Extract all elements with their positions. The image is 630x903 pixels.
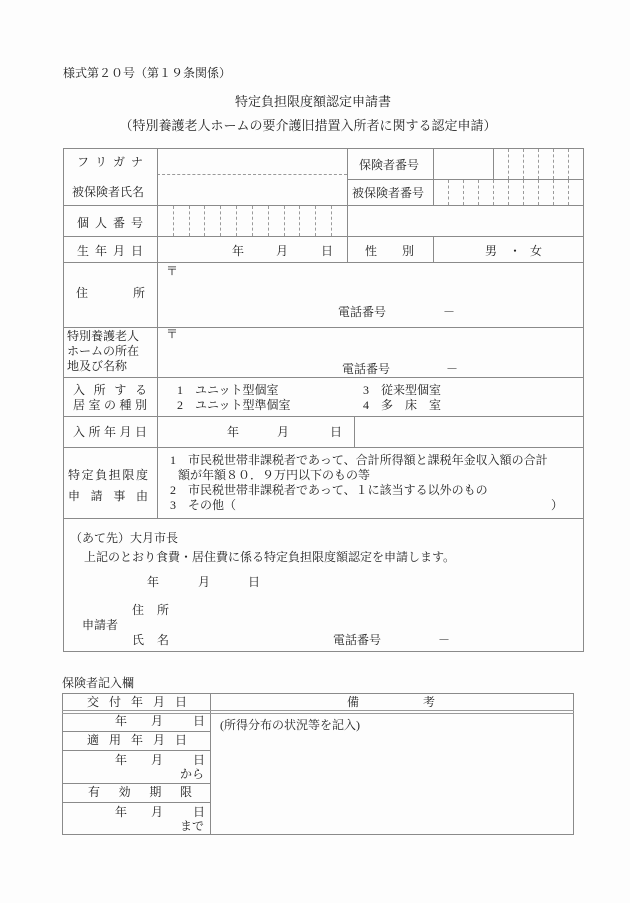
facility-label-line: ホームの所在 (67, 344, 140, 358)
admission-date-day: 日 (330, 425, 343, 439)
row-divider (63, 236, 584, 237)
digit-cell[interactable] (158, 206, 174, 236)
applicant-phone-dash: － (438, 633, 451, 647)
declaration-date-day: 日 (248, 575, 261, 589)
digit-cell[interactable] (253, 206, 269, 236)
remarks-note: (所得分布の状況等を記入) (220, 718, 360, 732)
digit-cell[interactable] (190, 206, 206, 236)
digit-cell[interactable] (316, 206, 332, 236)
remarks-field[interactable] (211, 713, 573, 834)
column-divider (354, 416, 355, 447)
reason-label-line: 申 請 事 由 (68, 489, 148, 503)
address-phone-dash: － (443, 305, 456, 319)
issue-date-day: 日 (193, 714, 206, 728)
postal-mark-icon: 〒 (166, 264, 179, 278)
address-phone-label: 電話番号 (338, 305, 387, 319)
sex-option-female[interactable]: 女 (530, 244, 543, 258)
validity-date-year: 年 (115, 805, 128, 819)
insured-name-label: 被保険者氏名 (72, 185, 145, 199)
remarks-label-first: 備 (347, 695, 360, 709)
furigana-field[interactable] (158, 149, 346, 173)
my-number-field[interactable] (158, 206, 347, 236)
digit-cell[interactable] (539, 149, 554, 179)
issue-date-month: 月 (151, 714, 164, 728)
declaration-date-year: 年 (147, 575, 160, 589)
applicant-address-label-second: 所 (157, 603, 170, 617)
issue-date-year: 年 (115, 714, 128, 728)
row-divider (62, 802, 210, 803)
my-number-label: 個 人 番 号 (77, 216, 143, 230)
apply-date-label: 適 用 年 月 日 (87, 733, 187, 747)
apply-date-month: 月 (151, 753, 164, 767)
birthdate-month: 月 (276, 244, 289, 258)
reason-label-line: 特定負担限度 (68, 468, 148, 482)
sex-label-second: 別 (402, 244, 415, 258)
insurer-number-label: 保険者番号 (359, 158, 420, 172)
row-divider (63, 447, 584, 448)
birthdate-day: 日 (321, 244, 334, 258)
row-divider (62, 731, 210, 732)
digit-cell[interactable] (524, 180, 539, 205)
room-type-label-line: 居 室 の 種 別 (73, 398, 147, 412)
insured-number-field[interactable] (434, 180, 583, 205)
postal-mark-icon: 〒 (166, 327, 179, 341)
row-divider (63, 518, 584, 519)
digit-cell[interactable] (285, 206, 301, 236)
digit-cell[interactable] (494, 180, 509, 205)
row-divider (62, 750, 210, 751)
remarks-label-second: 考 (423, 695, 436, 709)
applicant-label: 申請者 (82, 618, 119, 632)
digit-cell[interactable] (174, 206, 190, 236)
applicant-entry-field[interactable] (175, 598, 575, 648)
digit-cell[interactable] (449, 180, 464, 205)
declaration-statement: 上記のとおり食費・居住費に係る特定負担限度額認定を申請します。 (84, 550, 456, 564)
admission-date-field[interactable] (158, 417, 354, 447)
reason-option-3[interactable]: 3 その他（ (170, 498, 237, 512)
digit-cell[interactable] (509, 149, 524, 179)
room-type-option[interactable]: 3 従来型個室 (363, 383, 442, 397)
form-title: 特定負担限度額認定申請書 (234, 94, 391, 109)
digit-cell[interactable] (509, 180, 524, 205)
row-divider (63, 377, 584, 378)
digit-cell[interactable] (269, 206, 285, 236)
form-number: 様式第２０号（第１９条関係） (63, 66, 232, 80)
issue-date-label: 交 付 年 月 日 (87, 695, 187, 709)
reason-option-1-continued: 額が年額８０．９万円以下のもの等 (178, 468, 371, 482)
room-type-option[interactable]: 4 多 床 室 (363, 398, 442, 412)
facility-label-line: 特別養護老人 (67, 329, 140, 343)
validity-date-month: 月 (151, 805, 164, 819)
address-label-second: 所 (133, 286, 146, 300)
admission-date-label: 入 所 年 月 日 (73, 425, 147, 439)
sex-label-first: 性 (365, 244, 378, 258)
digit-cell[interactable] (554, 180, 569, 205)
digit-cell[interactable] (524, 149, 539, 179)
column-divider (433, 236, 434, 262)
reason-other-close-paren: ） (551, 498, 564, 512)
validity-date-suffix: まで (180, 819, 205, 833)
digit-cell[interactable] (205, 206, 221, 236)
row-divider (62, 783, 210, 784)
insured-number-label: 被保険者番号 (352, 186, 425, 200)
reason-option-1[interactable]: 1 市民税世帯非課税者であって、合計所得額と課税年金収入額の合計 (170, 453, 548, 467)
admission-date-month: 月 (277, 425, 290, 439)
furigana-label: フ リ ガ ナ (77, 155, 143, 169)
facility-phone-dash: － (446, 362, 459, 376)
digit-cell[interactable] (479, 180, 494, 205)
addressee: （あて先）大月市長 (70, 531, 179, 545)
digit-cell[interactable] (464, 180, 479, 205)
digit-cell[interactable] (554, 149, 569, 179)
facility-phone-label: 電話番号 (342, 362, 391, 376)
facility-label-line: 地及び名称 (67, 359, 128, 373)
digit-cell[interactable] (300, 206, 316, 236)
validity-date-day: 日 (193, 805, 206, 819)
sex-option-male[interactable]: 男 (485, 244, 498, 258)
validity-label: 有 効 期 限 (88, 785, 192, 799)
digit-cell[interactable] (237, 206, 253, 236)
applicant-name-label-second: 名 (157, 633, 170, 647)
digit-cell[interactable] (539, 180, 554, 205)
room-type-label-line: 入 所 す る (73, 383, 147, 397)
applicant-phone-label: 電話番号 (333, 633, 382, 647)
address-label-first: 住 (76, 286, 89, 300)
birthdate-year: 年 (232, 244, 245, 258)
digit-cell[interactable] (221, 206, 237, 236)
form-subtitle: （特別養護老人ホームの要介護旧措置入所者に関する認定申請） (119, 118, 497, 133)
digit-cell[interactable] (569, 180, 583, 205)
admission-date-year: 年 (227, 425, 240, 439)
reason-option-2[interactable]: 2 市民税世帯非課税者であって、１に該当する以外のもの (170, 483, 488, 497)
digit-cell[interactable] (332, 206, 347, 236)
column-divider (347, 148, 348, 262)
digit-cell[interactable] (569, 149, 583, 179)
sex-option-separator: ・ (509, 244, 522, 258)
digit-cell[interactable] (434, 180, 449, 205)
insurer-section-title: 保険者記入欄 (62, 676, 135, 690)
apply-date-year: 年 (115, 753, 128, 767)
birthdate-label: 生 年 月 日 (77, 244, 143, 258)
room-type-option[interactable]: 1 ユニット型個室 (177, 383, 279, 397)
apply-date-day: 日 (193, 753, 206, 767)
insurer-number-field[interactable] (494, 149, 583, 179)
digit-cell[interactable] (494, 149, 509, 179)
applicant-name-label-first: 氏 (132, 633, 145, 647)
apply-date-suffix: から (180, 767, 205, 781)
applicant-address-label-first: 住 (132, 603, 145, 617)
insured-name-field[interactable] (158, 175, 346, 204)
room-type-option[interactable]: 2 ユニット型準個室 (177, 398, 291, 412)
declaration-date-month: 月 (198, 575, 211, 589)
